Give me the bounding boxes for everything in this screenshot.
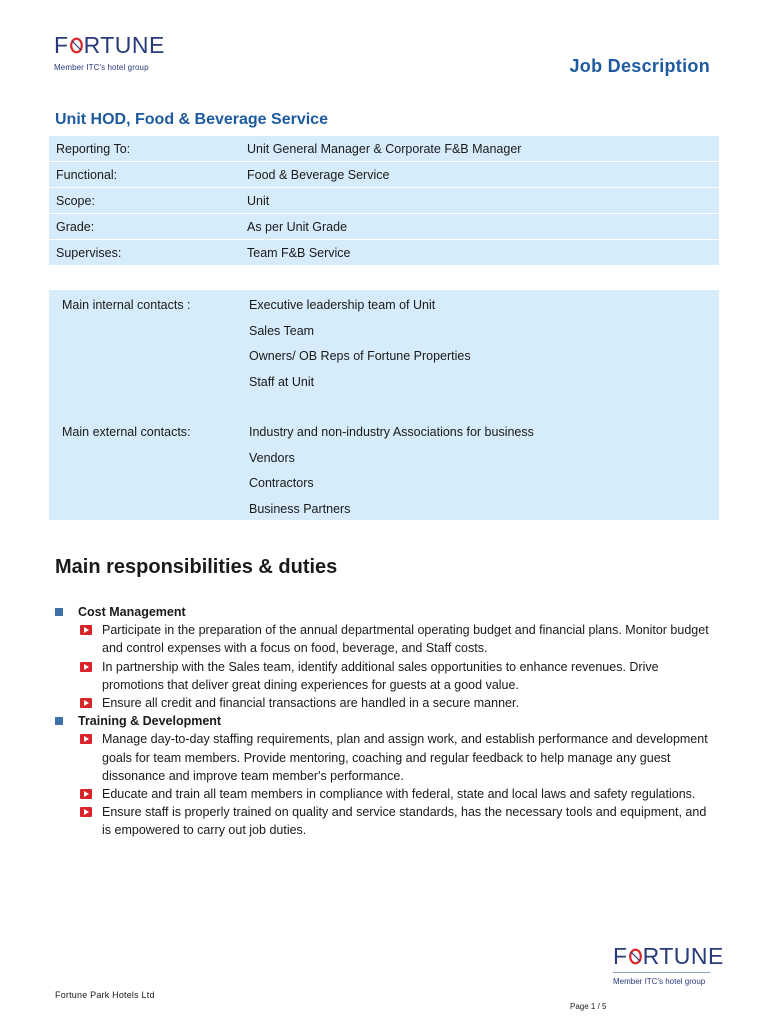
info-row xyxy=(49,162,719,187)
footer-logo-divider xyxy=(613,972,710,973)
duty-item-text: Ensure all credit and financial transactions are handled in a secure manner. xyxy=(102,696,519,711)
arrow-bullet-icon xyxy=(80,734,92,744)
fortune-logo xyxy=(54,34,165,72)
external-contact: Contractors xyxy=(249,476,314,490)
duty-category-label: Training & Development xyxy=(78,714,222,729)
page-number: Page 1 / 5 xyxy=(570,1002,607,1011)
arrow-bullet-icon xyxy=(80,807,92,817)
footer-fortune-logo xyxy=(613,945,724,986)
duty-item xyxy=(80,621,715,657)
info-label: Grade: xyxy=(56,219,95,234)
info-value: Unit General Manager & Corporate F&B Manager xyxy=(247,141,522,156)
duty-item-text: In partnership with the Sales team, identify additional sales opportunities to enhance revenues. Drive promotions that deliver great dining experiences for guests at a good value. xyxy=(102,659,659,692)
info-row xyxy=(49,214,719,239)
logo-letters-rest: RTUNE xyxy=(83,32,165,58)
contacts-table xyxy=(49,290,719,520)
internal-contact: Sales Team xyxy=(249,323,315,338)
duty-item-text: Participate in the preparation of the annual departmental operating budget and financial plans. Monitor budget and control expenses with a focus on food, beverage, and Staff costs. xyxy=(102,623,709,656)
logo-tagline: Member ITC's hotel group xyxy=(54,63,149,72)
info-value: Unit xyxy=(247,193,270,208)
info-label: Scope: xyxy=(56,193,95,208)
arrow-bullet-icon xyxy=(80,625,92,635)
duty-item xyxy=(80,803,715,839)
document-title: Job Description xyxy=(569,56,710,76)
info-label: Functional: xyxy=(56,167,118,182)
duty-item-text: Ensure staff is properly trained on quality and service standards, has the necessary tools and equipment, and is empowered to carry out job duties. xyxy=(102,805,707,838)
external-contact: Industry and non-industry Associations for business xyxy=(249,425,534,439)
logo-o-icon xyxy=(70,37,83,54)
duty-item xyxy=(80,730,715,785)
info-row xyxy=(49,136,719,161)
info-label: Reporting To: xyxy=(56,141,131,156)
duty-item xyxy=(80,785,715,803)
info-value: Food & Beverage Service xyxy=(247,167,390,182)
logo-letter-f: F xyxy=(613,943,628,969)
arrow-bullet-icon xyxy=(80,789,92,799)
info-value: As per Unit Grade xyxy=(247,219,348,234)
duty-item xyxy=(80,694,715,712)
internal-contact: Owners/ OB Reps of Fortune Properties xyxy=(249,349,471,363)
info-value: Team F&B Service xyxy=(247,245,351,260)
square-bullet-icon xyxy=(55,717,63,725)
square-bullet-icon xyxy=(55,608,63,616)
external-contact: Business Partners xyxy=(249,501,351,516)
internal-contact: Executive leadership team of Unit xyxy=(249,298,436,312)
external-contacts-label: Main external contacts: xyxy=(62,425,191,439)
duty-category xyxy=(55,603,715,621)
internal-contact: Staff at Unit xyxy=(249,374,315,389)
duty-category xyxy=(55,712,715,730)
logo-tagline: Member ITC's hotel group xyxy=(613,977,706,986)
info-table xyxy=(49,136,719,266)
duty-item-text: Educate and train all team members in compliance with federal, state and local laws and safety regulations. xyxy=(102,787,696,802)
logo-letters-rest: RTUNE xyxy=(642,943,724,969)
duties-list xyxy=(55,603,715,840)
internal-contacts-label: Main internal contacts : xyxy=(62,298,191,312)
footer-company: Fortune Park Hotels Ltd xyxy=(55,990,155,1000)
role-title: Unit HOD, Food & Beverage Service xyxy=(55,111,328,128)
logo-o-icon xyxy=(629,948,642,965)
info-row xyxy=(49,188,719,213)
arrow-bullet-icon xyxy=(80,662,92,672)
info-row xyxy=(49,240,719,265)
duty-item xyxy=(80,658,715,694)
external-contact: Vendors xyxy=(249,450,295,465)
duty-item-text: Manage day-to-day staffing requirements, plan and assign work, and establish performance and development goals for team members. Provide mentoring, coaching and regular feedback to help manage any guest dissonance and improve team member's performance. xyxy=(102,732,708,783)
logo-letter-f: F xyxy=(54,32,69,58)
section-heading: Main responsibilities & duties xyxy=(55,556,338,578)
info-label: Supervises: xyxy=(56,245,122,260)
duty-category-label: Cost Management xyxy=(78,605,186,619)
arrow-bullet-icon xyxy=(80,698,92,708)
